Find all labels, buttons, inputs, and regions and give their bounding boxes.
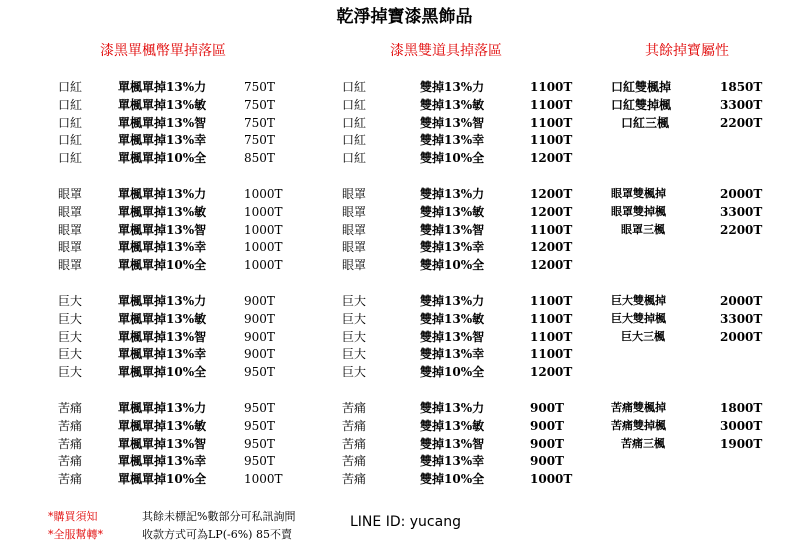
- double-drop-attribute: 雙掉13%敏: [420, 312, 485, 326]
- single-drop-price: 1000T: [244, 205, 283, 219]
- single-drop-attribute: 單楓單掉10%全: [118, 472, 207, 486]
- item-name: 口紅: [342, 80, 367, 94]
- item-name: 苦痛: [58, 472, 83, 486]
- item-name: 口紅: [58, 98, 83, 112]
- double-drop-attribute: 雙掉13%力: [420, 80, 485, 94]
- single-drop-attribute: 單楓單掉13%力: [118, 401, 207, 415]
- double-drop-attribute: 雙掉10%全: [420, 258, 485, 272]
- double-drop-price: 1200T: [530, 240, 573, 254]
- purchase-notice-label: *購買須知: [48, 510, 98, 523]
- item-name: 苦痛: [342, 401, 367, 415]
- other-attribute: 苦痛雙掉楓: [611, 419, 666, 432]
- line-id-contact: LINE ID: yucang: [350, 514, 461, 530]
- single-drop-price: 1000T: [244, 258, 283, 272]
- item-name: 巨大: [342, 312, 367, 326]
- item-name: 巨大: [58, 365, 83, 379]
- double-drop-price: 1200T: [530, 187, 573, 201]
- other-attribute: 巨大雙掉楓: [611, 312, 666, 325]
- payment-method-text: 收款方式可為LP(-6%) 85不賣: [142, 528, 292, 541]
- purchase-notice-text: 其餘未標記%數部分可私訊詢問: [142, 510, 296, 523]
- item-name: 眼罩: [58, 187, 83, 201]
- item-name: 眼罩: [342, 187, 367, 201]
- single-drop-price: 950T: [244, 365, 275, 379]
- double-drop-attribute: 雙掉13%智: [420, 330, 485, 344]
- double-drop-price: 900T: [530, 454, 564, 468]
- item-name: 眼罩: [342, 205, 367, 219]
- double-drop-attribute: 雙掉13%幸: [420, 347, 485, 361]
- single-drop-attribute: 單楓單掉13%幸: [118, 454, 207, 468]
- single-drop-price: 1000T: [244, 187, 283, 201]
- single-drop-price: 1000T: [244, 472, 283, 486]
- single-drop-attribute: 單楓單掉13%力: [118, 187, 207, 201]
- single-drop-price: 750T: [244, 116, 275, 130]
- item-name: 苦痛: [342, 437, 367, 451]
- item-name: 巨大: [342, 294, 367, 308]
- double-drop-attribute: 雙掉10%全: [420, 472, 485, 486]
- single-drop-attribute: 單楓單掉13%敏: [118, 205, 207, 219]
- other-attribute: 苦痛三楓: [621, 437, 665, 450]
- item-name: 口紅: [342, 98, 367, 112]
- double-drop-price: 1200T: [530, 205, 573, 219]
- double-drop-price: 1100T: [530, 312, 573, 326]
- double-drop-price: 1200T: [530, 151, 573, 165]
- double-drop-attribute: 雙掉10%全: [420, 365, 485, 379]
- single-drop-attribute: 單楓單掉13%幸: [118, 240, 207, 254]
- single-drop-attribute: 單楓單掉13%敏: [118, 98, 207, 112]
- other-attribute: 口紅雙掉楓: [611, 98, 672, 112]
- other-attribute: 苦痛雙楓掉: [611, 401, 666, 414]
- other-attribute: 口紅雙楓掉: [611, 80, 672, 94]
- double-drop-attribute: 雙掉13%智: [420, 223, 485, 237]
- single-drop-price: 750T: [244, 133, 275, 147]
- double-drop-attribute: 雙掉13%幸: [420, 454, 485, 468]
- item-name: 巨大: [58, 330, 83, 344]
- item-name: 眼罩: [58, 240, 83, 254]
- single-drop-attribute: 單楓單掉13%智: [118, 116, 207, 130]
- double-drop-attribute: 雙掉13%敏: [420, 98, 485, 112]
- other-attribute-price: 1800T: [720, 401, 763, 415]
- other-attribute-price: 2200T: [720, 116, 763, 130]
- double-drop-price: 1200T: [530, 258, 573, 272]
- double-drop-price: 1100T: [530, 133, 573, 147]
- other-attribute-price: 1850T: [720, 80, 763, 94]
- other-attribute-price: 1900T: [720, 437, 763, 451]
- other-attribute: 眼罩三楓: [621, 223, 665, 236]
- double-drop-price: 1100T: [530, 223, 573, 237]
- other-attribute-price: 3300T: [720, 205, 763, 219]
- double-drop-attribute: 雙掉13%敏: [420, 205, 485, 219]
- double-drop-attribute: 雙掉13%力: [420, 401, 485, 415]
- double-drop-price: 900T: [530, 401, 564, 415]
- single-drop-attribute: 單楓單掉13%幸: [118, 347, 207, 361]
- item-name: 口紅: [342, 133, 367, 147]
- single-drop-price: 900T: [244, 294, 275, 308]
- single-drop-price: 900T: [244, 312, 275, 326]
- item-name: 巨大: [342, 347, 367, 361]
- double-drop-attribute: 雙掉13%幸: [420, 133, 485, 147]
- item-name: 眼罩: [58, 258, 83, 272]
- item-name: 口紅: [58, 80, 83, 94]
- item-name: 巨大: [342, 365, 367, 379]
- other-attribute-price: 2000T: [720, 294, 763, 308]
- other-attribute: 巨大雙楓掉: [611, 294, 666, 307]
- double-drop-attribute: 雙掉13%敏: [420, 419, 485, 433]
- double-drop-attribute: 雙掉13%力: [420, 187, 485, 201]
- double-drop-price: 900T: [530, 419, 564, 433]
- single-drop-attribute: 單楓單掉13%敏: [118, 312, 207, 326]
- other-attribute: 口紅三楓: [621, 116, 670, 130]
- double-drop-attribute: 雙掉10%全: [420, 151, 485, 165]
- single-drop-attribute: 單楓單掉10%全: [118, 151, 207, 165]
- single-drop-attribute: 單楓單掉13%智: [118, 330, 207, 344]
- double-drop-price: 1100T: [530, 347, 573, 361]
- page-title: 乾淨掉寶漆黑飾品: [336, 7, 473, 27]
- item-name: 苦痛: [58, 454, 83, 468]
- item-name: 口紅: [342, 151, 367, 165]
- single-drop-price: 750T: [244, 98, 275, 112]
- item-name: 苦痛: [342, 454, 367, 468]
- item-name: 巨大: [58, 294, 83, 308]
- single-drop-attribute: 單楓單掉13%幸: [118, 133, 207, 147]
- item-name: 巨大: [342, 330, 367, 344]
- double-drop-price: 900T: [530, 437, 564, 451]
- item-name: 苦痛: [342, 419, 367, 433]
- single-drop-price: 900T: [244, 347, 275, 361]
- single-drop-price: 1000T: [244, 240, 283, 254]
- item-name: 眼罩: [58, 205, 83, 219]
- single-drop-price: 950T: [244, 401, 275, 415]
- item-name: 眼罩: [58, 223, 83, 237]
- item-name: 眼罩: [342, 240, 367, 254]
- single-drop-attribute: 單楓單掉10%全: [118, 258, 207, 272]
- header-other-attributes: 其餘掉寶屬性: [645, 43, 729, 59]
- single-drop-price: 950T: [244, 437, 275, 451]
- double-drop-price: 1100T: [530, 116, 573, 130]
- single-drop-attribute: 單楓單掉13%力: [118, 80, 207, 94]
- single-drop-attribute: 單楓單掉10%全: [118, 365, 207, 379]
- other-attribute-price: 2000T: [720, 330, 763, 344]
- item-name: 巨大: [58, 347, 83, 361]
- single-drop-price: 850T: [244, 151, 275, 165]
- single-drop-attribute: 單楓單掉13%力: [118, 294, 207, 308]
- single-drop-price: 1000T: [244, 223, 283, 237]
- header-single-drop: 漆黑單楓幣單掉落區: [100, 43, 226, 59]
- double-drop-price: 1100T: [530, 80, 573, 94]
- other-attribute-price: 2000T: [720, 187, 763, 201]
- other-attribute: 眼罩雙楓掉: [611, 187, 666, 200]
- item-name: 苦痛: [342, 472, 367, 486]
- double-drop-price: 1200T: [530, 365, 573, 379]
- item-name: 眼罩: [342, 258, 367, 272]
- other-attribute-price: 3000T: [720, 419, 763, 433]
- item-name: 眼罩: [342, 223, 367, 237]
- double-drop-attribute: 雙掉13%智: [420, 437, 485, 451]
- double-drop-price: 1100T: [530, 98, 573, 112]
- item-name: 口紅: [58, 133, 83, 147]
- single-drop-attribute: 單楓單掉13%敏: [118, 419, 207, 433]
- item-name: 苦痛: [58, 419, 83, 433]
- double-drop-price: 1000T: [530, 472, 573, 486]
- double-drop-attribute: 雙掉13%力: [420, 294, 485, 308]
- item-name: 巨大: [58, 312, 83, 326]
- other-attribute: 眼罩雙掉楓: [611, 205, 666, 218]
- item-name: 口紅: [342, 116, 367, 130]
- other-attribute-price: 3300T: [720, 312, 763, 326]
- single-drop-price: 950T: [244, 419, 275, 433]
- other-attribute: 巨大三楓: [621, 330, 665, 343]
- single-drop-price: 950T: [244, 454, 275, 468]
- header-double-drop: 漆黑雙道具掉落區: [390, 43, 502, 59]
- double-drop-attribute: 雙掉13%幸: [420, 240, 485, 254]
- double-drop-price: 1100T: [530, 330, 573, 344]
- double-drop-price: 1100T: [530, 294, 573, 308]
- item-name: 苦痛: [58, 401, 83, 415]
- single-drop-price: 750T: [244, 80, 275, 94]
- single-drop-attribute: 單楓單掉13%智: [118, 437, 207, 451]
- server-transfer-label: *全服幫轉*: [48, 528, 103, 541]
- item-name: 口紅: [58, 151, 83, 165]
- other-attribute-price: 3300T: [720, 98, 763, 112]
- double-drop-attribute: 雙掉13%智: [420, 116, 485, 130]
- single-drop-attribute: 單楓單掉13%智: [118, 223, 207, 237]
- item-name: 苦痛: [58, 437, 83, 451]
- item-name: 口紅: [58, 116, 83, 130]
- other-attribute-price: 2200T: [720, 223, 763, 237]
- single-drop-price: 900T: [244, 330, 275, 344]
